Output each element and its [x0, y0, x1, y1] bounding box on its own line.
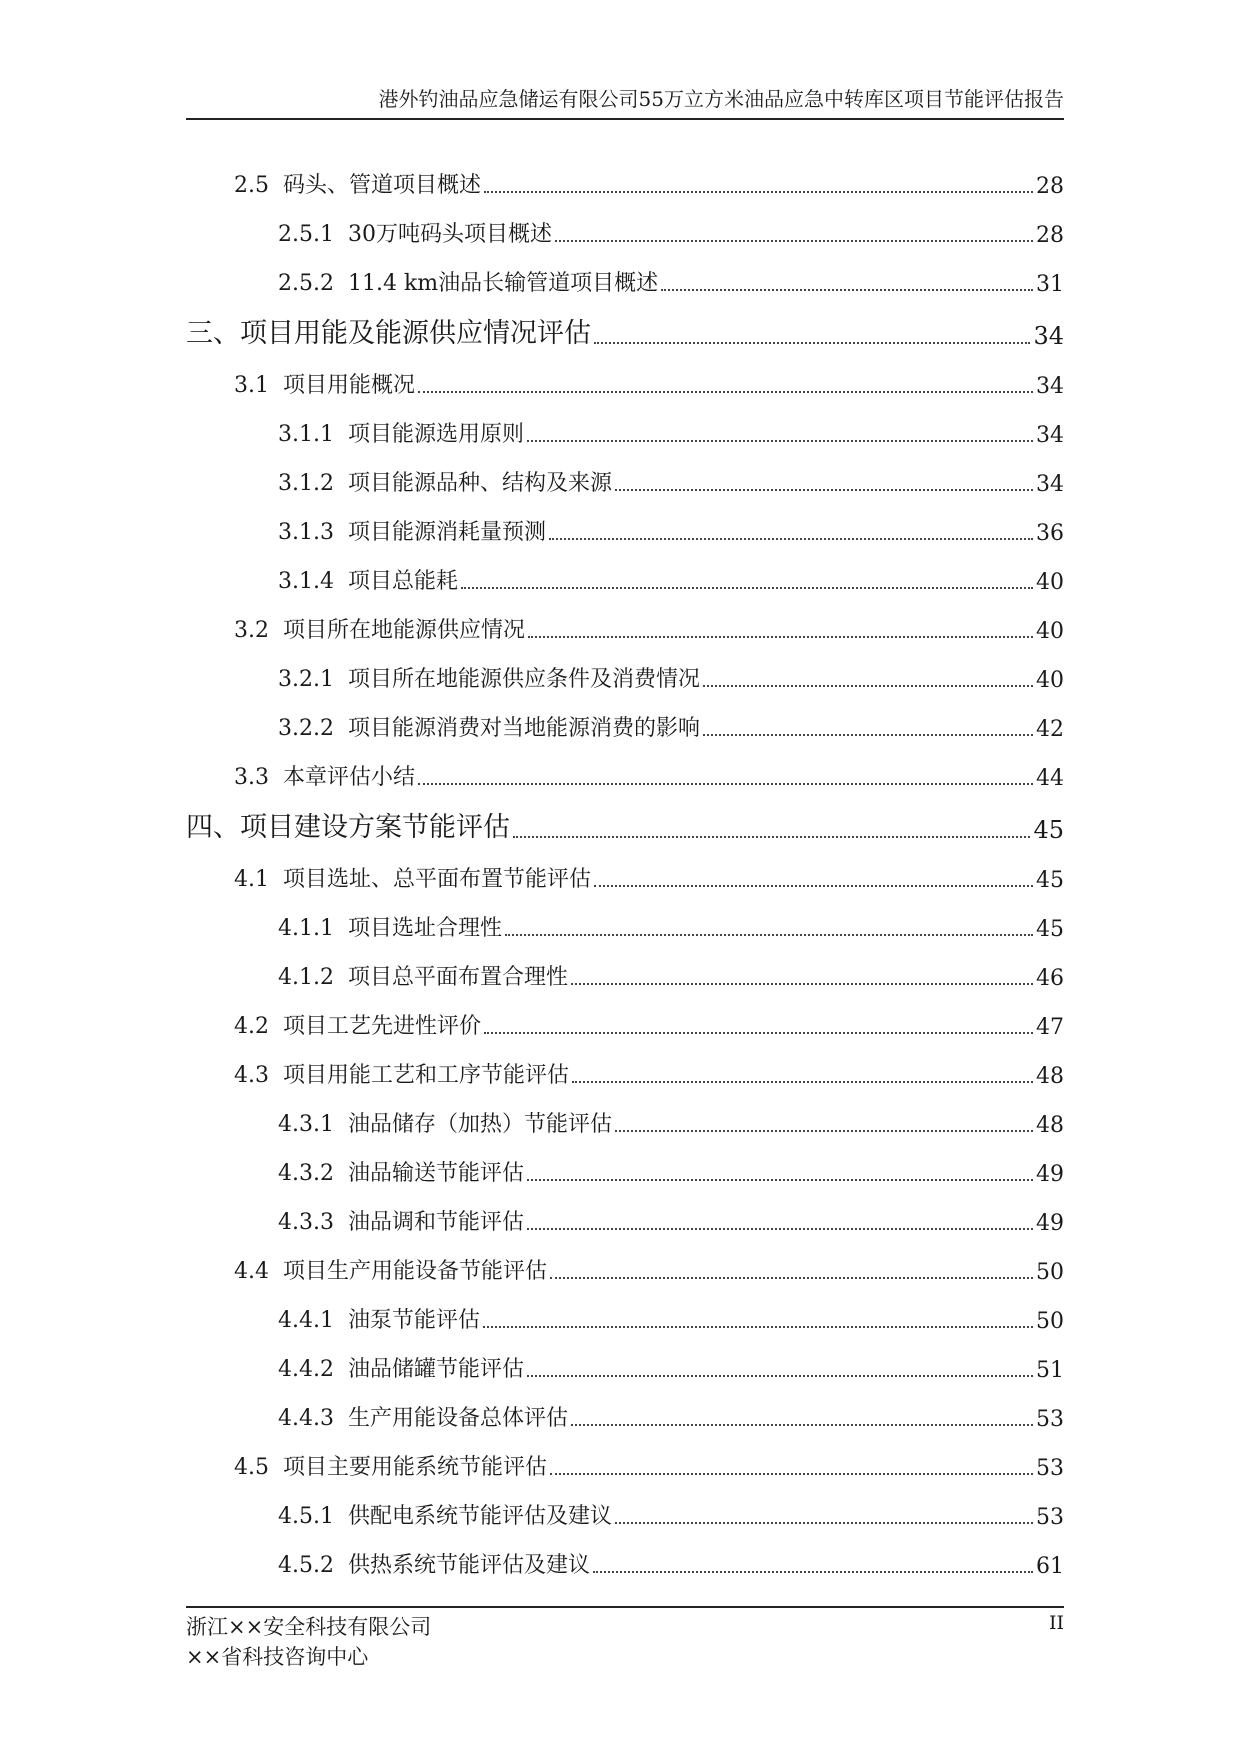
- toc-entry[interactable]: [186, 548, 1064, 597]
- toc-leader-dots: [483, 1326, 1033, 1328]
- toc-entry[interactable]: [186, 1140, 1064, 1189]
- toc-leader-dots: [418, 391, 1033, 393]
- page-footer: [186, 1606, 1064, 1672]
- toc-entry-page: 48: [1036, 1064, 1064, 1089]
- toc-entry[interactable]: [186, 450, 1064, 499]
- toc-entry-title: 生产用能设备总体评估: [347, 1406, 568, 1431]
- toc-entry-title: 项目所在地能源供应条件及消费情况: [347, 667, 700, 692]
- toc-entry[interactable]: [186, 201, 1064, 250]
- toc-entry-title: 供配电系统节能评估及建议: [347, 1504, 612, 1529]
- toc-entry-number: 2.5.1: [278, 222, 334, 247]
- toc-entry-page: 49: [1036, 1211, 1064, 1236]
- toc-entry-number: 3.1.2: [278, 471, 334, 496]
- toc-leader-dots: [527, 1228, 1033, 1230]
- toc-entry-page: 40: [1036, 619, 1064, 644]
- toc-entry-label: [278, 1401, 568, 1434]
- toc-entry-page: 61: [1036, 1554, 1064, 1579]
- toc-entry-page: 53: [1036, 1505, 1064, 1530]
- toc-entry-label: [234, 760, 415, 793]
- page-number: II: [1048, 1612, 1064, 1634]
- toc-leader-dots: [615, 1522, 1033, 1524]
- toc-entry-title: 供热系统节能评估及建议: [347, 1553, 590, 1578]
- toc-entry-page: 50: [1036, 1309, 1064, 1334]
- toc-entry-number: 4.4: [234, 1259, 269, 1284]
- toc-entry[interactable]: [186, 352, 1064, 401]
- toc-entry-page: 34: [1033, 322, 1064, 350]
- toc-entry-title: 项目能源选用原则: [347, 422, 524, 447]
- toc-entry-page: 48: [1036, 1113, 1064, 1138]
- footer-center: ××省科技咨询中心: [186, 1645, 369, 1669]
- toc-leader-dots: [527, 440, 1033, 442]
- toc-entry-label: [278, 515, 546, 548]
- toc-entry-number: 4.3.3: [278, 1210, 334, 1235]
- toc-entry-page: 51: [1036, 1358, 1064, 1383]
- toc-entry-page: 50: [1036, 1260, 1064, 1285]
- toc-entry-number: 3.2: [234, 618, 269, 643]
- toc-entry-number: 3.3: [234, 765, 269, 790]
- toc-entry-title: 项目用能及能源供应情况评估: [240, 318, 591, 349]
- toc-entry[interactable]: [186, 1042, 1064, 1091]
- toc-entry-number: 四、: [186, 812, 240, 843]
- toc-entry-label: [278, 1107, 612, 1140]
- toc-entry-title: 项目能源消耗量预测: [347, 520, 546, 545]
- toc-entry-title: 项目能源品种、结构及来源: [347, 471, 612, 496]
- toc-entry-label: [234, 1058, 569, 1091]
- toc-leader-dots: [550, 1277, 1033, 1279]
- toc-entry-number: 3.2.2: [278, 716, 334, 741]
- toc-leader-dots: [593, 1571, 1033, 1573]
- toc-entry-number: 3.1: [234, 373, 269, 398]
- toc-entry-number: 4.5.2: [278, 1553, 334, 1578]
- toc-entry-number: 4.3.1: [278, 1112, 334, 1137]
- toc-entry-number: 4.2: [234, 1014, 269, 1039]
- toc-leader-dots: [527, 1375, 1033, 1377]
- toc-entry-title: 油品储罐节能评估: [347, 1357, 524, 1382]
- toc-leader-dots: [418, 783, 1033, 785]
- toc-entry-label: [278, 217, 552, 250]
- toc-entry[interactable]: [186, 1385, 1064, 1434]
- toc-entry-page: 28: [1036, 223, 1064, 248]
- toc-entry-page: 47: [1036, 1015, 1064, 1040]
- toc-entry-title: 项目建设方案节能评估: [240, 812, 510, 843]
- toc-entry-page: 45: [1036, 917, 1064, 942]
- toc-entry[interactable]: [186, 1483, 1064, 1532]
- toc-entry-label: [278, 711, 700, 744]
- toc-leader-dots: [549, 538, 1033, 540]
- toc-entry-title: 项目工艺先进性评价: [283, 1014, 482, 1039]
- toc-entry[interactable]: [186, 152, 1064, 201]
- toc-entry-label: [278, 1352, 524, 1385]
- page-header: [186, 84, 1064, 120]
- toc-entry-number: 4.1: [234, 867, 269, 892]
- toc-entry[interactable]: [186, 744, 1064, 793]
- toc-entry-page: 53: [1036, 1456, 1064, 1481]
- toc-entry-title: 项目总能耗: [347, 569, 458, 594]
- toc-entry-title: 项目选址、总平面布置节能评估: [283, 867, 592, 892]
- toc-entry-title: 30万吨码头项目概述: [347, 222, 552, 247]
- toc-leader-dots: [615, 1130, 1033, 1132]
- toc-entry-label: [234, 1450, 547, 1483]
- toc-entry-page: 34: [1036, 472, 1064, 497]
- toc-entry-number: 4.5.1: [278, 1504, 334, 1529]
- toc-entry-label: [186, 311, 591, 352]
- toc-entry[interactable]: [186, 1287, 1064, 1336]
- toc-entry-label: [234, 168, 481, 201]
- toc-entry-label: [278, 466, 612, 499]
- toc-entry-label: [278, 662, 700, 695]
- toc-entry-label: [234, 613, 525, 646]
- toc-entry-number: 4.3: [234, 1063, 269, 1088]
- toc-entry-title: 项目生产用能设备节能评估: [283, 1259, 548, 1284]
- toc-entry-number: 4.5: [234, 1455, 269, 1480]
- toc-entry-title: 项目能源消费对当地能源消费的影响: [347, 716, 700, 741]
- toc-entry[interactable]: [186, 695, 1064, 744]
- toc-entry-label: [278, 1499, 612, 1532]
- toc-leader-dots: [572, 1081, 1033, 1083]
- toc-leader-dots: [594, 342, 1030, 344]
- toc-entry-title: 油品输送节能评估: [347, 1161, 524, 1186]
- toc-entry-label: [234, 1254, 547, 1287]
- toc-entry[interactable]: [186, 793, 1064, 846]
- toc-entry-page: 34: [1036, 423, 1064, 448]
- footer-company: 浙江××安全科技有限公司: [186, 1615, 432, 1639]
- toc-entry[interactable]: [186, 401, 1064, 450]
- toc-entry-page: 45: [1036, 868, 1064, 893]
- toc-entry[interactable]: [186, 299, 1064, 352]
- toc-entry-page: 36: [1036, 521, 1064, 546]
- toc-entry-title: 项目选址合理性: [347, 916, 502, 941]
- toc-entry-number: 2.5.2: [278, 271, 334, 296]
- toc-entry-page: 44: [1036, 766, 1064, 791]
- toc-entry-title: 油泵节能评估: [347, 1308, 480, 1333]
- toc-entry[interactable]: [186, 646, 1064, 695]
- toc-entry-number: 3.1.4: [278, 569, 334, 594]
- toc-entry-title: 11.4 km油品长输管道项目概述: [347, 271, 659, 296]
- toc-leader-dots: [571, 1424, 1033, 1426]
- toc-entry-title: 油品调和节能评估: [347, 1210, 524, 1235]
- toc-entry[interactable]: [186, 1238, 1064, 1287]
- toc-entry-number: 4.4.3: [278, 1406, 334, 1431]
- toc-entry[interactable]: [186, 499, 1064, 548]
- toc-entry-page: 31: [1036, 272, 1064, 297]
- toc-entry-title: 项目用能概况: [283, 373, 416, 398]
- toc-entry-number: 3.1.1: [278, 422, 334, 447]
- toc-entry-number: 4.1.2: [278, 965, 334, 990]
- toc-entry-label: [234, 862, 591, 895]
- toc-entry-number: 4.3.2: [278, 1161, 334, 1186]
- toc-entry-page: 28: [1036, 174, 1064, 199]
- toc-entry-page: 42: [1036, 717, 1064, 742]
- toc-entry-title: 项目总平面布置合理性: [347, 965, 568, 990]
- toc-entry-number: 4.4.1: [278, 1308, 334, 1333]
- toc-leader-dots: [461, 587, 1033, 589]
- toc-entry[interactable]: [186, 1189, 1064, 1238]
- toc-entry-page: 45: [1033, 816, 1064, 844]
- toc-entry-label: [234, 1009, 481, 1042]
- toc-leader-dots: [484, 191, 1033, 193]
- toc-entry-page: 40: [1036, 668, 1064, 693]
- toc-leader-dots: [505, 934, 1033, 936]
- toc-entry[interactable]: [186, 597, 1064, 646]
- toc-entry-label: [278, 564, 458, 597]
- toc-entry-number: 3.1.3: [278, 520, 334, 545]
- toc-entry-number: 2.5: [234, 173, 269, 198]
- toc-entry-page: 40: [1036, 570, 1064, 595]
- toc-leader-dots: [555, 240, 1033, 242]
- toc-entry-title: 项目所在地能源供应情况: [283, 618, 526, 643]
- toc-entry-label: [278, 911, 502, 944]
- toc-leader-dots: [550, 1473, 1033, 1475]
- toc-entry-number: 4.1.1: [278, 916, 334, 941]
- toc-entry[interactable]: [186, 993, 1064, 1042]
- toc-entry-number: 3.2.1: [278, 667, 334, 692]
- toc-leader-dots: [484, 1032, 1033, 1034]
- toc-entry-page: 34: [1036, 374, 1064, 399]
- toc-entry-title: 项目主要用能系统节能评估: [283, 1455, 548, 1480]
- toc-entry-page: 49: [1036, 1162, 1064, 1187]
- toc-entry-number: 4.4.2: [278, 1357, 334, 1382]
- toc-entry[interactable]: [186, 1336, 1064, 1385]
- toc-entry-page: 46: [1036, 966, 1064, 991]
- toc-entry-title: 油品储存（加热）节能评估: [347, 1112, 612, 1137]
- header-title: 港外钓油品应急储运有限公司55万立方米油品应急中转库区项目节能评估报告: [378, 87, 1064, 111]
- toc-entry-label: [278, 1156, 524, 1189]
- toc-entry-label: [234, 368, 415, 401]
- toc-entry[interactable]: [186, 1532, 1064, 1581]
- toc-leader-dots: [528, 636, 1033, 638]
- toc-entry-title: 本章评估小结: [283, 765, 416, 790]
- toc-leader-dots: [527, 1179, 1033, 1181]
- toc-entry[interactable]: [186, 944, 1064, 993]
- toc-leader-dots: [513, 836, 1030, 838]
- toc-entry-title: 码头、管道项目概述: [283, 173, 482, 198]
- toc-entry-label: [278, 960, 568, 993]
- toc-entry-label: [278, 1303, 480, 1336]
- table-of-contents: [186, 152, 1064, 1581]
- toc-entry[interactable]: [186, 846, 1064, 895]
- toc-entry-title: 项目用能工艺和工序节能评估: [283, 1063, 570, 1088]
- toc-leader-dots: [703, 685, 1033, 687]
- toc-entry-label: [186, 805, 510, 846]
- toc-entry-label: [278, 417, 524, 450]
- toc-leader-dots: [571, 983, 1033, 985]
- toc-entry-label: [278, 1205, 524, 1238]
- toc-entry[interactable]: [186, 1091, 1064, 1140]
- toc-leader-dots: [703, 734, 1033, 736]
- toc-leader-dots: [661, 289, 1033, 291]
- toc-entry[interactable]: [186, 895, 1064, 944]
- toc-entry-number: 三、: [186, 318, 240, 349]
- toc-entry[interactable]: [186, 1434, 1064, 1483]
- toc-entry-page: 53: [1036, 1407, 1064, 1432]
- toc-entry-label: [278, 1548, 590, 1581]
- toc-leader-dots: [615, 489, 1033, 491]
- toc-entry-label: [278, 266, 658, 299]
- toc-entry[interactable]: [186, 250, 1064, 299]
- toc-leader-dots: [594, 885, 1033, 887]
